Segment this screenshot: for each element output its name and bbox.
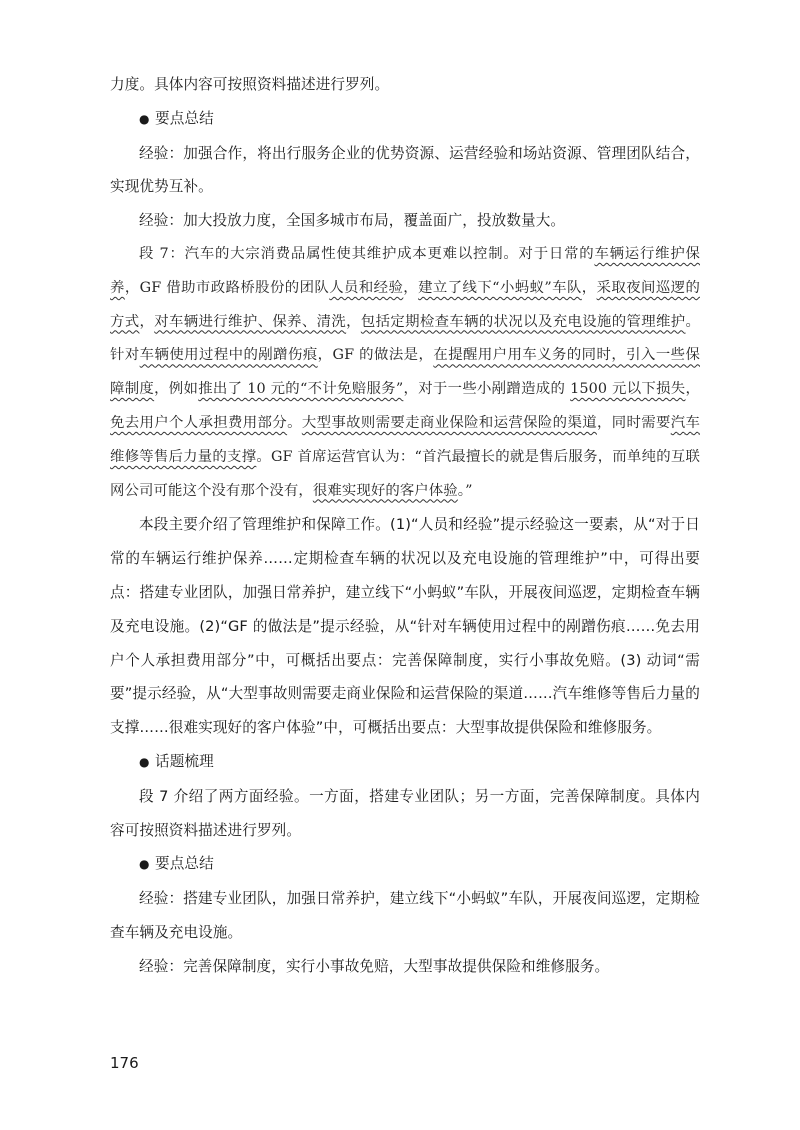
plain-text: ，	[403, 279, 419, 296]
topic-paragraph: 段 7 介绍了两方面经验。一方面，搭建专业团队；另一方面，完善保障制度。具体内容可按照资料描述进行罗列。	[110, 787, 700, 839]
plain-text: 。GF 首席运营官认为：“首汽最擅长的就是售后服务，而单纯的互联网公司可能这个没有那个没有，	[110, 448, 700, 499]
wavy-underlined-text: 大型事故则需要走商业保险和运营保险的渠道	[301, 414, 597, 431]
plain-text: ，GF 的做法是，	[317, 347, 434, 364]
plain-text: 。针对	[110, 313, 700, 364]
wavy-underlined-text: 建立了线下“小蚂蚁”车队	[418, 279, 582, 296]
bullet-heading-label: 话题梳理	[155, 752, 214, 770]
wavy-underlined-text: 1500 元以下损失	[570, 381, 686, 398]
bullet-icon: ●	[139, 111, 150, 126]
wavy-underlined-text: 推出了 10 元的“不计免赔服务”	[198, 381, 404, 398]
experience-item: 经验：加大投放力度，全国多城市布局，覆盖面广，投放数量大。	[139, 212, 566, 230]
wavy-underlined-text: 采取夜间巡逻的方式	[110, 279, 700, 330]
bullet-heading-summary	[110, 102, 700, 137]
plain-text: ，GF 借助市政路桥股份的团队	[124, 279, 330, 296]
document-page	[110, 68, 700, 984]
plain-text: ，	[581, 279, 597, 296]
experience-item: 经验：加强合作，将出行服务企业的优势资源、运营经验和场站资源、管理团队结合，实现优势互补。	[110, 144, 700, 196]
plain-text: 段 7：汽车的大宗消费品属性使其维护成本更难以控制。对于日常的	[139, 245, 595, 262]
bullet-heading-topic	[110, 745, 700, 780]
plain-text: ，	[346, 313, 361, 330]
bullet-icon: ●	[139, 857, 150, 872]
plain-text: 。”	[457, 482, 473, 499]
bullet-icon: ●	[139, 754, 150, 769]
paragraph-continuation: 力度。具体内容可按照资料描述进行罗列。	[110, 76, 390, 93]
plain-text: ，	[685, 381, 700, 398]
page-number: 176	[110, 1054, 139, 1072]
wavy-underlined-text: 车辆运行维护保养	[110, 245, 700, 296]
bullet-heading-label: 要点总结	[155, 109, 214, 127]
analysis-paragraph: 本段主要介绍了管理维护和保障工作。(1)“人员和经验”提示经验这一要素，从“对于日常的车辆运行维护保养……定期检查车辆的状况以及充电设施的管理维护”中，可得出要点：搭建专业团队，加强日常养护，建立线下“小蚂蚁”车队，开展夜间巡逻，定期检查车辆及充电设施。(2)“GF 的做法是”提示经验，从“针对车辆使用过程中的剐蹭伤痕……免去用户个人承担费用部分”中，可概括出要点：完善保障制度，实行小事故免赔。(3) 动词“需要”提示经验，从“大型事故则需要走商业保险和运营保险的渠道……汽车维修等售后力量的支撑……很难实现好的客户体验”中，可概括出要点：大型事故提供保险和维修服务。	[110, 516, 700, 737]
bullet-heading-summary	[110, 847, 700, 882]
plain-text: ，	[139, 313, 155, 330]
wavy-underlined-text: 车辆使用过程中的剐蹭伤痕	[139, 347, 318, 364]
plain-text: 。	[287, 414, 302, 431]
experience-item: 经验：搭建专业团队，加强日常养护，建立线下“小蚂蚁”车队，开展夜间巡逻，定期检查车辆及充电设施。	[110, 890, 700, 941]
wavy-underlined-text: 对车辆进行维护、保养、清洗	[154, 313, 347, 330]
quoted-material-paragraph	[110, 238, 700, 508]
wavy-underlined-text: 在提醒用户用车义务的同时，引入一些保障制度	[110, 347, 700, 398]
bullet-heading-label: 要点总结	[155, 855, 214, 873]
wavy-underlined-text: 免去用户个人承担费用部分	[110, 414, 288, 431]
plain-text: ，同时需要	[596, 414, 671, 431]
wavy-underlined-text: 人员和经验	[329, 279, 404, 296]
plain-text: ，对于一些小剐蹭造成的	[403, 381, 571, 398]
wavy-underlined-text: 包括定期检查车辆的状况以及充电设施的管理维护	[360, 313, 686, 330]
experience-item: 经验：完善保障制度，实行小事故免赔，大型事故提供保险和维修服务。	[139, 957, 610, 975]
plain-text: ，例如	[154, 381, 199, 398]
wavy-underlined-text: 很难实现好的客户体验	[312, 482, 458, 499]
wavy-underlined-text: 汽车维修等售后力量的支撑	[110, 414, 700, 465]
